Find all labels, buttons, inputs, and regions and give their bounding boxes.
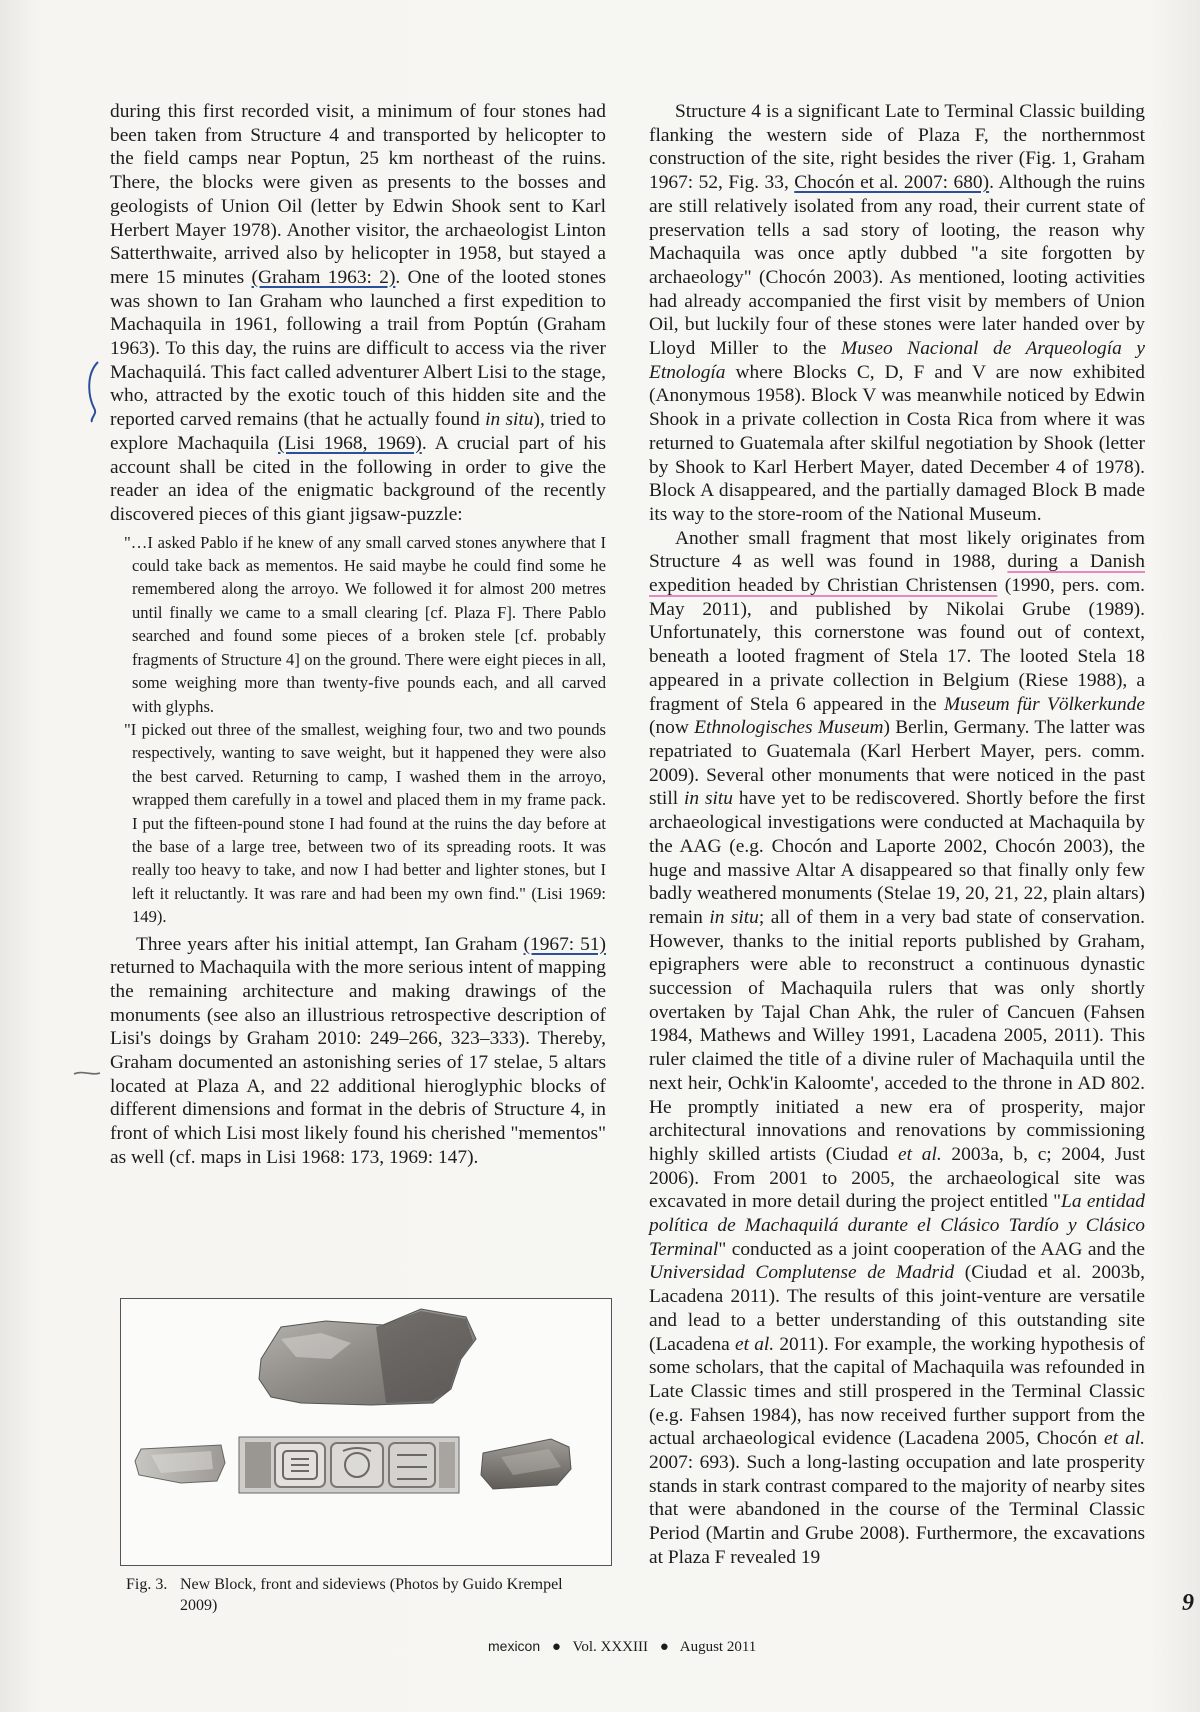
highlight-danish-expedition: during a Danish expedition headed by Christian Christensen (649, 551, 1145, 597)
margin-dash-mark (70, 1066, 104, 1082)
citation-graham-1967: (1967: 51) (523, 933, 606, 955)
journal-name: mexicon (488, 1638, 541, 1654)
quote-paragraph-1: "…I asked Pablo if he knew of any small carved stones anywhere that I could take back as mementos. He said maybe he could find some he remembered along the arroyo. We followed it for almost 200 metres until finally we came to a small clearing [cf. Plaza F]. There Pablo searched and found some pieces of a broken stele [cf. probably fragments of Structure 4] on the ground. There were eight pieces in all, some weighing more than twenty-five pounds each, and all carved with glyphs. (124, 532, 606, 716)
block-front-view (239, 1437, 459, 1493)
figure-caption-line-2: 2009) (180, 1597, 218, 1614)
citation-graham-1963: (Graham 1963: 2) (251, 266, 396, 288)
page-footer (488, 1638, 756, 1656)
figure-3-photo-frame (120, 1298, 612, 1566)
right-column (649, 100, 1145, 1570)
figure-caption-line-1: New Block, front and sideviews (Photos by Guido Krempel (180, 1576, 563, 1593)
left-column (110, 100, 606, 1170)
citation-lisi: (Lisi 1968, 1969) (278, 432, 422, 454)
bullet-icon: ● (659, 1639, 669, 1655)
block-quote (124, 531, 606, 929)
volume: Vol. XXXIII (572, 1639, 648, 1655)
bullet-icon: ● (551, 1639, 561, 1655)
quote-paragraph-2: "I picked out three of the smallest, weighing four, two and two pounds respectively, wanting to save weight, but it happened they were also the best carved. Returning to camp, I washed them in the arroyo, wrapped them carefully in a towel and placed them in my frame pack. I put the fifteen-pound stone I had found at the ruins the day before at the base of a large tree, between two of its spreading roots. It was really too heavy to take, and now I had better and lighter stones, but I left it reluctantly. It was rare and had been my own find." (Lisi 1969: 149). (124, 719, 606, 927)
figure-caption (126, 1574, 626, 1616)
page-number: 9 (1182, 1590, 1194, 1616)
left-paragraph-1: during this first recorded visit, a minimum of four stones had been taken from Structure 4 and transported by helicopter to the field camps near Poptun, 25 km northeast of the ruins. There, the blocks were given as presents to the bosses and geologists of Union Oil (letter by Edwin Shook sent to Karl Herbert Mayer 1978). Another visitor, the archaeologist Linton Satterthwaite, arrived also by helicopter in 1958, but stayed a mere 15 minutes (Graham 1963: 2). One of the looted stones was shown to Ian Graham who launched a first expedition to Machaquila in 1961, following a trail from Poptún (Graham 1963). To this day, the ruins are difficult to access via the river Machaquilá. This fact called adventurer Albert Lisi to the stage, who, attracted by the exotic touch of this hidden site and the reported carved remains (that he actually found in situ), tried to explore Machaquila (Lisi 1968, 1969). A crucial part of his account shall be cited in the following in order to give the reader an idea of the enigmatic background of the recently discovered pieces of this giant jigsaw-puzzle: (110, 101, 606, 525)
right-paragraph-2: Another small fragment that most likely originates from Structure 4 as well was found in 1988, during a Danish expedition headed by Christian Christensen (1990, pers. com. May 2011), and published by Nikolai Grube (1989). Unfortunately, this cornerstone was found out of context, beneath a looted fragment of Stela 17. The looted Stela 18 appeared in a private collection in Belgium (Riese 1988), a fragment of Stela 6 appeared in the Museum für Völkerkunde (now Ethnologisches Museum) Berlin, Germany. The latter was repatriated to Guatemala (Karl Herbert Mayer, pers. comm. 2009). Several other monuments that were noticed in the past still in situ have yet to be rediscovered. Shortly before the first archaeological investigations were conducted at Machaquila by the AAG (e.g. Chocón and Laporte 2002, Chocón 2003), the huge and massive Altar A disappeared so that finally only few badly weathered monuments (Stelae 19, 20, 21, 22, plain altars) remain in situ; all of them in a very bad state of conservation. However, thanks to the initial reports published by Graham, epigraphers were able to reconstruct a continuous dynastic succession of Machaquila rulers that was only shortly overtaken by Tajal Chan Ahk, the ruler of Cancuen (Fahsen 1984, Mathews and Willey 1991, Lacadena 2005, 2011). This ruler claimed the title of a divine ruler of Machaquila until the next heir, Ochk'in Kaloomte', acceded to the throne in AD 802. He promptly initiated a new era of prosperity, major architectural innovations and renovations by commissioning highly skilled artists (Ciudad et al. 2003a, b, c; 2004, Just 2006). From 2001 to 2005, the archaeological site was excavated in more detail during the project entitled "La entidad política de Machaquilá durante el Clásico Tardío y Clásico Terminal" conducted as a joint cooperation of the AAG and the Universidad Complutense de Madrid (Ciudad et al. 2003b, Lacadena 2011). The results of this joint-venture are versatile and lead to a better understanding of this outstanding site (Lacadena et al. 2011). For example, the working hypothesis of some scholars, that the capital of Machaquila was refounded in Late Classic times and still prospered in the Terminal Classic (e.g. Fahsen 1984), has now received further support from the actual archaeological evidence (Lacadena 2005, Chocón et al. 2007: 693). Such a long-lasting occupation and late prosperity stands in stark contrast compared to the majority of nearby sites that were abandoned in the course of the Terminal Classic Period (Martin and Grube 2008). Furthermore, the excavations at Plaza F revealed 19 (649, 527, 1146, 1568)
issue-date: August 2011 (679, 1639, 757, 1655)
left-paragraph-2: Three years after his initial attempt, Ian Graham (1967: 51) returned to Machaquila with the more serious intent of mapping the remaining architecture and making drawings of the monuments (see also an illustrious retrospective description of Lisi's doings by Graham 2010: 249–266, 323–333). Thereby, Graham documented an astonishing series of 17 stelae, 5 altars located at Plaza A, and 22 additional hieroglyphic blocks of different dimensions and format in the debris of Structure 4, in front of which Lisi most likely found his cherished "mementos" as well (cf. maps in Lisi 1968: 173, 1969: 147). (110, 933, 606, 1168)
margin-bracket-mark (80, 356, 110, 426)
citation-chocon-2007: Chocón et al. 2007: 680) (794, 172, 990, 194)
right-paragraph-1: Structure 4 is a significant Late to Terminal Classic building flanking the western side of Plaza F, the northernmost construction of the site, right besides the river (Fig. 1, Graham 1967: 52, Fig. 33, Chocón et al. 2007: 680). Although the ruins are still relatively isolated from any road, their current state of preservation tells a sad story of looting, the reason why Machaquila was once aptly dubbed "a site forgotten by archaeology" (Chocón 2003). As mentioned, looting activities had already accompanied the first visit by members of Union Oil, but luckily four of these stones were later handed over by Lloyd Miller to the Museo Nacional de Arqueología y Etnología where Blocks C, D, F and V are now exhibited (Anonymous 1958). Block V was meanwhile noticed by Edwin Shook in a private collection in Costa Rica from where it was returned to Guatemala after skilful negotiation by Shook (letter by Shook to Karl Herbert Mayer, dated December 4 of 1978). Block A disappeared, and the partially damaged Block B made its way to the store-room of the National Museum. (649, 101, 1146, 525)
stone-block-photos (121, 1299, 611, 1565)
figure-label: Fig. 3. (126, 1576, 168, 1593)
